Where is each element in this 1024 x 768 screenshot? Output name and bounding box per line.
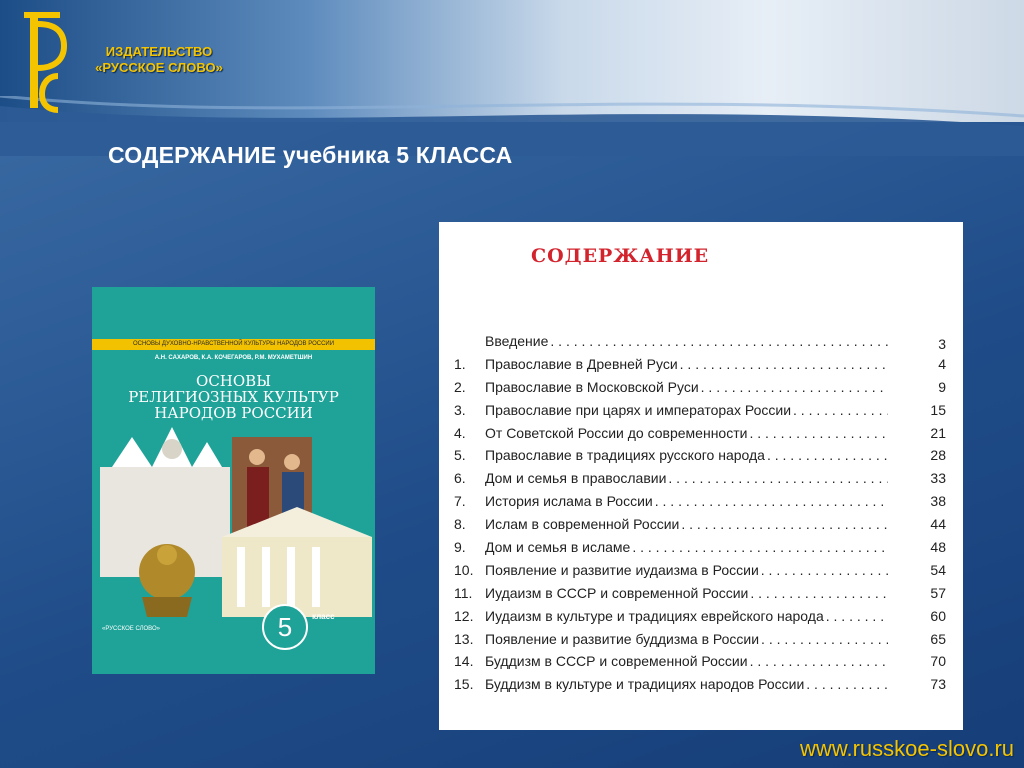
toc-number: 5. xyxy=(454,447,466,464)
toc-title: Православие в Московской Руси xyxy=(485,378,699,395)
toc-number: 13. xyxy=(454,630,474,647)
toc-entry xyxy=(454,402,890,418)
toc-row xyxy=(454,631,946,654)
toc-leader-dots xyxy=(681,516,888,532)
book-series: ОСНОВЫ ДУХОВНО-НРАВСТВЕННОЙ КУЛЬТУРЫ НАРОДОВ РОССИИ xyxy=(92,339,375,350)
toc-number: 10. xyxy=(454,561,474,578)
toc-title: Иудаизм в СССР и современной России xyxy=(485,584,749,601)
toc-page-number: 48 xyxy=(930,539,946,556)
toc-title: История ислама в России xyxy=(485,493,653,510)
toc-page-number: 33 xyxy=(930,470,946,487)
toc-leader-dots xyxy=(680,356,888,372)
toc-title: Дом и семья в православии xyxy=(485,470,667,487)
toc-entry xyxy=(454,447,890,463)
toc-number: 14. xyxy=(454,653,474,670)
toc-leader-dots xyxy=(793,402,888,418)
page-title: СОДЕРЖАНИЕ учебника 5 КЛАССА xyxy=(108,142,513,168)
toc-leader-dots xyxy=(655,493,888,509)
toc-entry xyxy=(454,585,890,601)
toc-entry xyxy=(454,539,890,555)
book-publisher: «РУССКОЕ СЛОВО» xyxy=(102,626,160,632)
toc-row xyxy=(454,562,946,585)
toc-row xyxy=(454,493,946,516)
toc-leader-dots xyxy=(761,631,888,647)
toc-page-number: 54 xyxy=(930,561,946,578)
toc-title: Дом и семья в исламе xyxy=(485,539,631,556)
toc-entry xyxy=(454,653,890,669)
book-grade-label: класс xyxy=(312,612,335,621)
toc-title: Православие при царях и императорах России xyxy=(485,401,792,418)
toc-row xyxy=(454,539,946,562)
toc-page-number: 60 xyxy=(930,607,946,624)
toc-entry xyxy=(454,493,890,509)
toc-number: 6. xyxy=(454,470,466,487)
website-link[interactable]: www.russkoe-slovo.ru xyxy=(800,736,1014,761)
toc-number: 4. xyxy=(454,424,466,441)
toc-row xyxy=(454,585,946,608)
toc-page-number: 3 xyxy=(938,336,946,352)
toc-number: 8. xyxy=(454,516,466,533)
toc-entry xyxy=(454,470,890,486)
book-title-line-2: РЕЛИГИОЗНЫХ КУЛЬТУР xyxy=(128,388,339,406)
toc-row xyxy=(454,653,946,676)
toc-entry xyxy=(454,562,890,578)
toc-leader-dots xyxy=(701,379,888,395)
toc-row xyxy=(454,447,946,470)
toc-entry xyxy=(454,608,890,624)
toc-title: От Советской России до современности xyxy=(485,424,748,441)
toc-page-number: 15 xyxy=(930,401,946,418)
toc-row xyxy=(454,425,946,448)
toc-leader-dots xyxy=(826,608,888,624)
toc-page-number: 4 xyxy=(938,355,946,372)
toc-entry xyxy=(454,676,890,692)
book-authors: А.Н. САХАРОВ, К.А. КОЧЕГАРОВ, Р.М. МУХАМЕТШИН xyxy=(154,355,313,361)
toc-title: Православие в Древней Руси xyxy=(485,355,678,372)
toc-number: 3. xyxy=(454,401,466,418)
book-title-line-3: НАРОДОВ РОССИИ xyxy=(154,404,313,422)
toc-title: Иудаизм в культуре и традициях еврейского народа xyxy=(485,607,824,624)
toc-leader-dots xyxy=(761,562,888,578)
toc-page-number: 70 xyxy=(930,653,946,670)
book-title xyxy=(112,373,355,421)
toc-leader-dots xyxy=(750,653,888,669)
toc-leader-dots xyxy=(550,333,888,349)
toc-page-number: 44 xyxy=(930,516,946,533)
toc-leader-dots xyxy=(806,676,888,692)
toc-number xyxy=(454,333,485,349)
toc-page-number: 38 xyxy=(930,493,946,510)
toc-title: Буддизм в культуре и традициях народов России xyxy=(485,676,805,693)
toc-leader-dots xyxy=(632,539,888,555)
toc-row xyxy=(454,608,946,631)
toc-title: Появление и развитие иудаизма в России xyxy=(485,561,759,578)
publisher-name xyxy=(74,44,244,76)
publisher-line-1: ИЗДАТЕЛЬСТВО xyxy=(105,44,213,59)
toc-title: Ислам в современной России xyxy=(485,516,680,533)
toc-row xyxy=(454,356,946,379)
toc-number: 15. xyxy=(454,676,474,693)
toc-leader-dots xyxy=(749,425,888,441)
toc-page-number: 28 xyxy=(930,447,946,464)
toc-title: Появление и развитие буддизма в России xyxy=(485,630,760,647)
toc-number: 12. xyxy=(454,607,474,624)
toc-entry xyxy=(454,516,890,532)
toc-page-number: 21 xyxy=(930,424,946,441)
toc-number: 1. xyxy=(454,355,466,372)
toc-row xyxy=(454,470,946,493)
toc-entry xyxy=(454,333,890,349)
toc-page-number: 9 xyxy=(938,378,946,395)
toc-page-number: 65 xyxy=(930,630,946,647)
toc-row xyxy=(454,676,946,699)
toc-title: Буддизм в СССР и современной России xyxy=(485,653,748,670)
toc-row xyxy=(454,402,946,425)
book-cover-illustration xyxy=(92,427,375,627)
toc-list xyxy=(454,333,946,699)
toc-row xyxy=(454,379,946,402)
toc-entry xyxy=(454,631,890,647)
toc-leader-dots xyxy=(750,585,888,601)
publisher-line-2: «РУССКОЕ СЛОВО» xyxy=(95,60,223,75)
toc-row xyxy=(454,516,946,539)
toc-number: 11. xyxy=(454,584,473,601)
toc-row xyxy=(454,333,946,356)
toc-number: 7. xyxy=(454,493,466,510)
toc-title: Православие в традициях русского народа xyxy=(485,447,765,464)
toc-entry xyxy=(454,356,890,372)
publisher-logo-icon xyxy=(14,6,70,114)
toc-leader-dots xyxy=(767,447,888,463)
book-grade-badge: 5 xyxy=(262,604,308,650)
toc-leader-dots xyxy=(668,470,888,486)
toc-number: 2. xyxy=(454,378,466,395)
toc-heading: СОДЕРЖАНИЕ xyxy=(531,245,710,267)
book-title-line-1: ОСНОВЫ xyxy=(196,372,271,390)
toc-entry xyxy=(454,379,890,395)
toc-page-number: 57 xyxy=(930,584,946,601)
toc-title: Введение xyxy=(485,333,549,349)
toc-page-number: 73 xyxy=(930,676,946,693)
toc-entry xyxy=(454,425,890,441)
toc-number: 9. xyxy=(454,539,466,556)
